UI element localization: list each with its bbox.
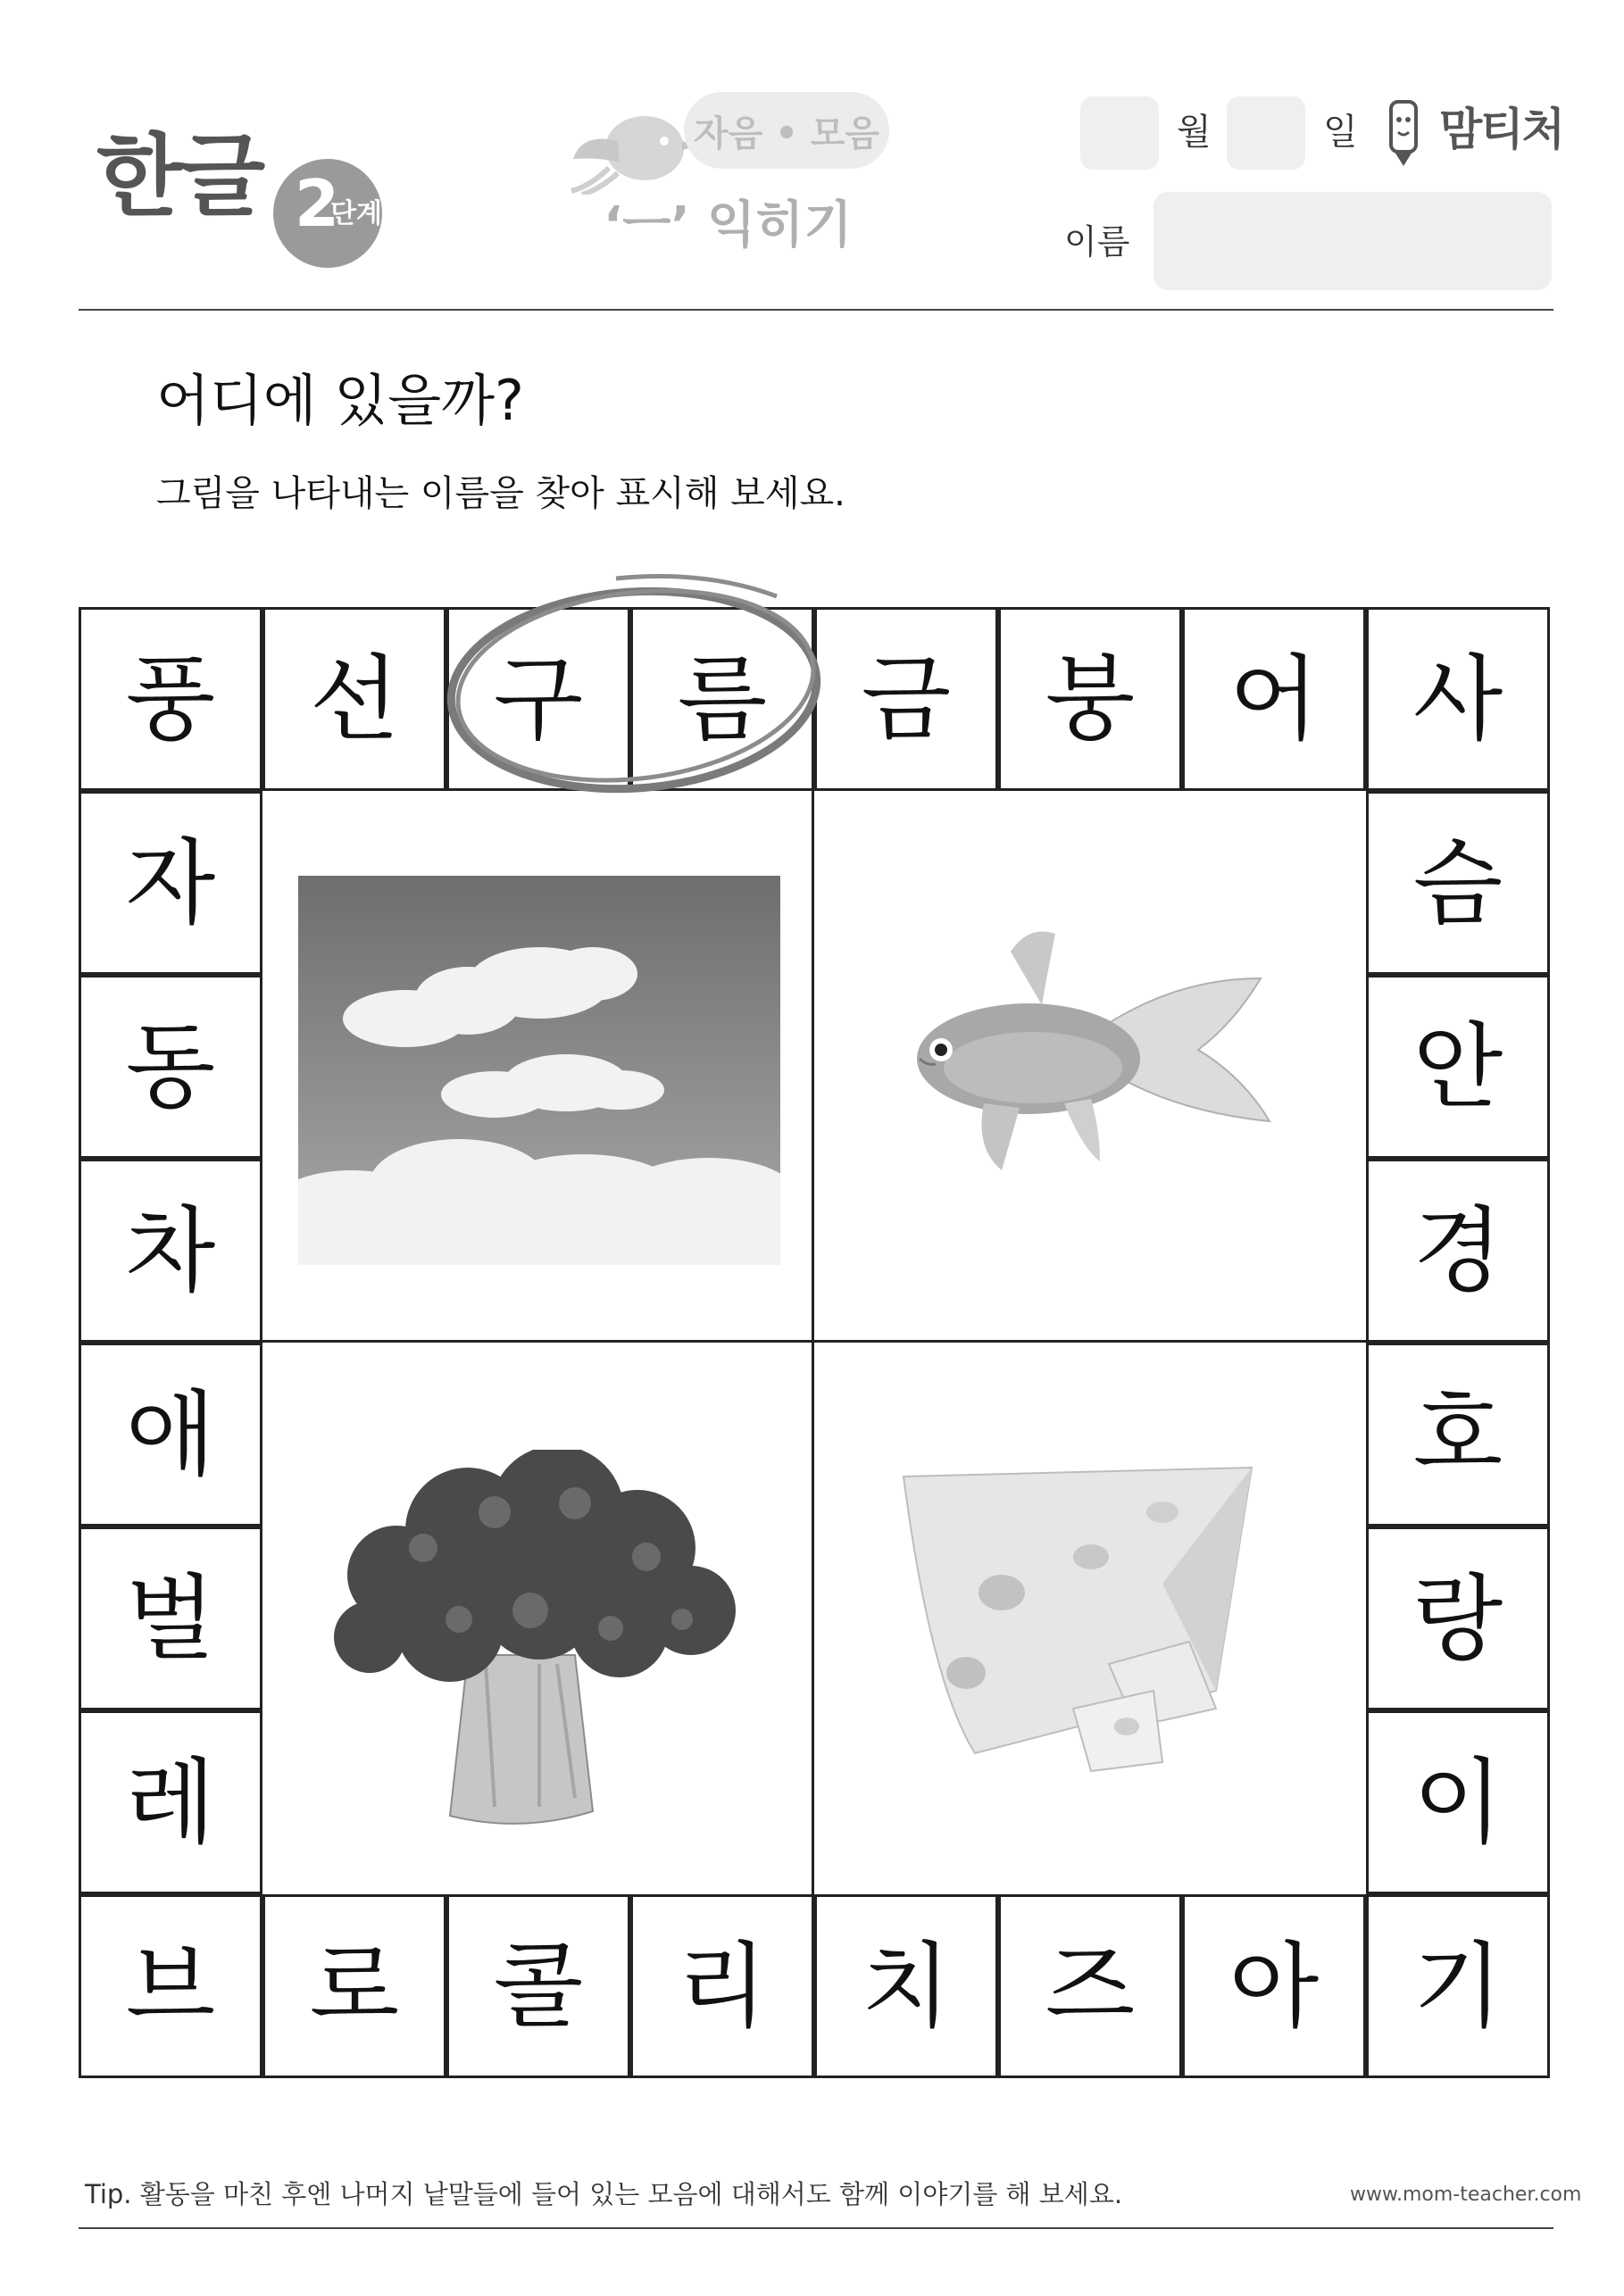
letter-cell[interactable]: 브 <box>79 1894 262 2078</box>
letter-cell[interactable]: 어 <box>1182 607 1366 791</box>
name-input-box[interactable] <box>1153 192 1552 290</box>
picture-panel-cheese <box>812 1340 1369 1897</box>
letter-cell[interactable]: 선 <box>262 607 446 791</box>
letter-cell[interactable]: 구 <box>446 607 630 791</box>
picture-panel-goldfish <box>812 788 1369 1343</box>
month-label: 월 <box>1177 112 1212 153</box>
letter-cell[interactable]: 치 <box>814 1894 998 2078</box>
cheese-photo <box>895 1459 1287 1780</box>
picture-panel-broccoli <box>260 1340 814 1897</box>
letter-cell[interactable]: 로 <box>262 1894 446 2078</box>
letter-cell[interactable]: 름 <box>630 607 814 791</box>
letter-cell[interactable]: 애 <box>79 1343 262 1527</box>
cloud-photo <box>298 876 780 1265</box>
topic-tag: 자음 • 모음 <box>684 92 889 169</box>
letter-cell[interactable]: 동 <box>79 975 262 1159</box>
day-label: 일 <box>1323 112 1358 153</box>
letter-cell[interactable]: 아 <box>1182 1894 1366 2078</box>
instruction-text: 그림을 나타내는 이름을 찾아 표시해 보세요. <box>156 473 845 514</box>
letter-cell[interactable]: 콜 <box>446 1894 630 2078</box>
topic-title: ‘ㅡ’ 익히기 <box>604 196 853 254</box>
letter-cell[interactable]: 풍 <box>79 607 262 791</box>
letter-cell[interactable]: 랑 <box>1366 1527 1550 1710</box>
letter-cell[interactable]: 안 <box>1366 975 1550 1159</box>
goldfish-photo <box>877 925 1323 1193</box>
level-word: 단계 <box>330 198 382 229</box>
letter-cell[interactable]: 차 <box>79 1159 262 1343</box>
level-number: 2 <box>295 166 340 241</box>
letter-cell[interactable]: 벌 <box>79 1527 262 1710</box>
footer-divider <box>79 2227 1553 2229</box>
letter-cell[interactable]: 리 <box>630 1894 814 2078</box>
letter-cell[interactable]: 슴 <box>1366 791 1550 975</box>
letter-cell[interactable]: 자 <box>79 791 262 975</box>
tip-text: Tip. 활동을 마친 후엔 나머지 낱말들에 들어 있는 모음에 대해서도 함께 이야기를 해 보세요. <box>85 2179 1123 2209</box>
picture-panel-cloud <box>260 788 814 1343</box>
letter-cell[interactable]: 즈 <box>998 1894 1182 2078</box>
letter-cell[interactable]: 붕 <box>998 607 1182 791</box>
letter-cell[interactable]: 이 <box>1366 1710 1550 1894</box>
logo-hangul: 한글 <box>96 124 262 229</box>
month-input-box[interactable] <box>1080 96 1159 170</box>
header-divider <box>79 309 1553 311</box>
broccoli-photo <box>316 1450 762 1825</box>
name-label: 이름 <box>1064 222 1130 262</box>
letter-cell[interactable]: 경 <box>1366 1159 1550 1343</box>
letter-cell[interactable]: 금 <box>814 607 998 791</box>
day-input-box[interactable] <box>1227 96 1305 170</box>
brand-name: 맘티처 <box>1439 104 1563 155</box>
website-link[interactable]: www.mom-teacher.com <box>1350 2184 1582 2206</box>
question-heading: 어디에 있을까? <box>156 368 524 433</box>
letter-cell[interactable]: 사 <box>1366 607 1550 791</box>
letter-cell[interactable]: 레 <box>79 1710 262 1894</box>
letter-cell[interactable]: 기 <box>1366 1894 1550 2078</box>
letter-cell[interactable]: 호 <box>1366 1343 1550 1527</box>
